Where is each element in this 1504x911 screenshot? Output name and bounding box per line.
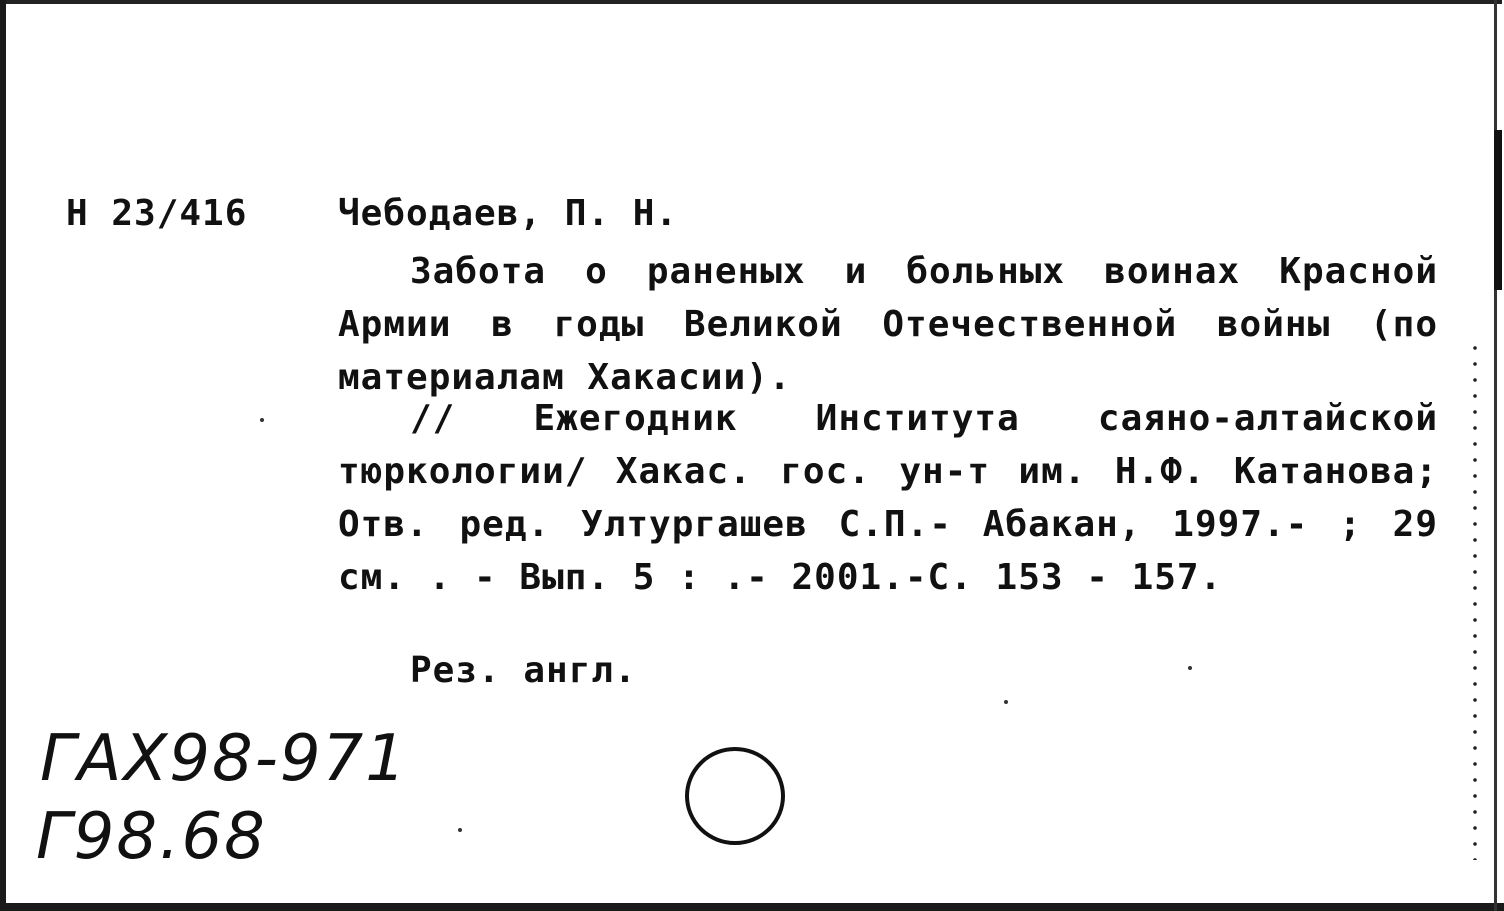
speck: [458, 828, 462, 832]
handwritten-classification: Г98.68: [36, 800, 267, 874]
card-top-edge: [6, 0, 1502, 4]
speck: [260, 418, 264, 422]
work-title: Забота о раненых и больных воинах Красной Армии в годы Великой Отечественной войны (по материалам Хакасии).: [338, 251, 1438, 398]
speck: [1188, 666, 1192, 670]
handwritten-call-number: ГАХ98-971: [40, 722, 408, 796]
author: Чебодаев, П. Н.: [338, 193, 679, 234]
card-bottom-edge: [0, 903, 1504, 911]
card-right-edge-mark: [1494, 130, 1502, 290]
source-description: // Ежегодник Института саяно-алтайской тюркологии/ Хакас. гос. ун-т им. Н.Ф. Катанова; Отв. ред. Ултургашев С.П.- Абакан, 1997.- ; 29 см. . - Вып. 5 : .- 2001.-С. 153 - 157.: [338, 398, 1438, 598]
summary-note: Рез. англ.: [410, 650, 637, 691]
card-perforation: [1470, 340, 1480, 860]
shelfmark: Н 23/416: [66, 193, 248, 234]
speck: [1004, 700, 1008, 704]
punch-hole-circle: [683, 744, 787, 848]
card-left-edge: [0, 0, 6, 911]
